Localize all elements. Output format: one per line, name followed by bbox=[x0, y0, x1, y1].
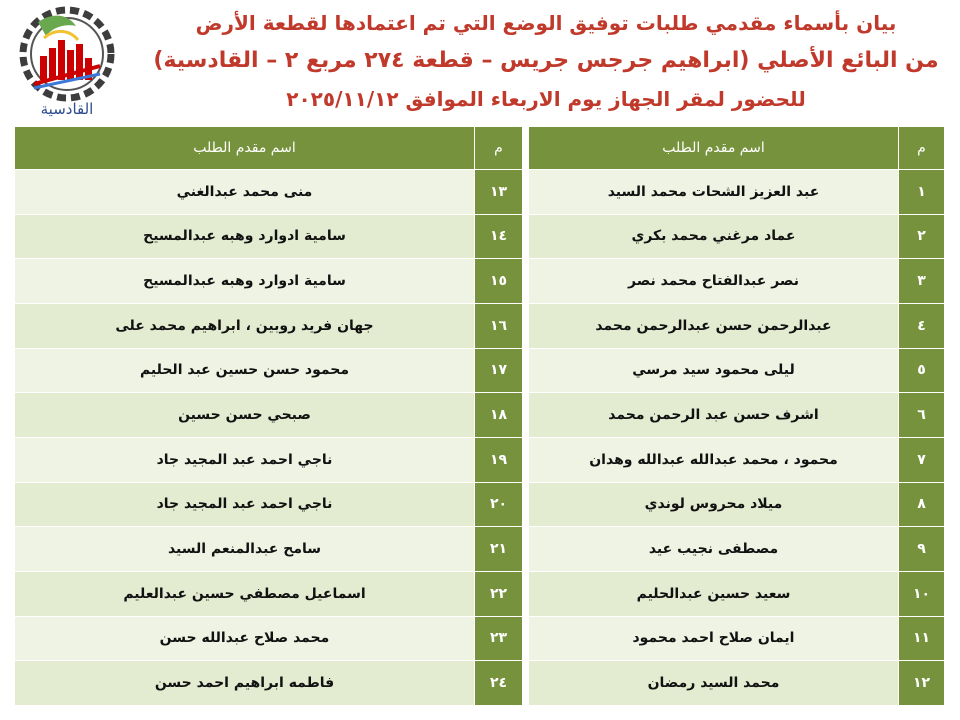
table-row bbox=[15, 661, 945, 706]
row-number: ١٠ bbox=[899, 571, 945, 616]
applicant-name: جهان فريد روبين ، ابراهيم محمد على bbox=[15, 303, 475, 348]
applicant-name: محمد السيد رمضان bbox=[529, 661, 899, 706]
column-gap bbox=[523, 348, 529, 393]
column-gap bbox=[523, 527, 529, 572]
applicant-name: سامح عبدالمنعم السيد bbox=[15, 527, 475, 572]
row-number: ٥ bbox=[899, 348, 945, 393]
applicant-name: نصر عبدالفتاح محمد نصر bbox=[529, 259, 899, 304]
row-number: ٢ bbox=[899, 214, 945, 259]
title-line-2: من البائع الأصلي (ابراهيم جرجس جريس – قطعة ٢٧٤ مربع ٢ – القادسية) bbox=[153, 48, 939, 73]
logo bbox=[8, 4, 126, 120]
header-name-left: اسم مقدم الطلب bbox=[15, 127, 475, 170]
row-number: ١٧ bbox=[475, 348, 523, 393]
column-gap bbox=[523, 259, 529, 304]
row-number: ٩ bbox=[899, 527, 945, 572]
table-header-row bbox=[15, 127, 945, 170]
document-title bbox=[140, 4, 952, 118]
table-row bbox=[15, 616, 945, 661]
applicant-name: محمد صلاح عبدالله حسن bbox=[15, 616, 475, 661]
column-gap bbox=[523, 127, 529, 170]
row-number: ١٢ bbox=[899, 661, 945, 706]
row-number: ١٦ bbox=[475, 303, 523, 348]
applicant-name: عبد العزيز الشحات محمد السيد bbox=[529, 170, 899, 215]
header-num-left: م bbox=[475, 127, 523, 170]
applicant-name: محمود حسن حسين عبد الحليم bbox=[15, 348, 475, 393]
row-number: ١٥ bbox=[475, 259, 523, 304]
applicant-name: صبحي حسن حسين bbox=[15, 393, 475, 438]
column-gap bbox=[523, 393, 529, 438]
applicant-name: سامية ادوارد وهبه عبدالمسيح bbox=[15, 214, 475, 259]
column-gap bbox=[523, 170, 529, 215]
applicant-name: عبدالرحمن حسن عبدالرحمن محمد bbox=[529, 303, 899, 348]
applicant-name: عماد مرغني محمد بكري bbox=[529, 214, 899, 259]
table-row bbox=[15, 571, 945, 616]
row-number: ٢٣ bbox=[475, 616, 523, 661]
row-number: ١٨ bbox=[475, 393, 523, 438]
applicant-name: مصطفى نجيب عيد bbox=[529, 527, 899, 572]
column-gap bbox=[523, 303, 529, 348]
applicant-name: سامية ادوارد وهبه عبدالمسيح bbox=[15, 259, 475, 304]
row-number: ٣ bbox=[899, 259, 945, 304]
table-row bbox=[15, 393, 945, 438]
applicant-name: ايمان صلاح احمد محمود bbox=[529, 616, 899, 661]
title-line-3: للحضور لمقر الجهاز يوم الاربعاء الموافق ٢٠٢٥/١١/١٢ bbox=[286, 87, 806, 111]
row-number: ١٣ bbox=[475, 170, 523, 215]
header-name-right: اسم مقدم الطلب bbox=[529, 127, 899, 170]
row-number: ١ bbox=[899, 170, 945, 215]
column-gap bbox=[523, 437, 529, 482]
applicant-name: ميلاد محروس لوندي bbox=[529, 482, 899, 527]
table-row bbox=[15, 437, 945, 482]
column-gap bbox=[523, 661, 529, 706]
table-row bbox=[15, 482, 945, 527]
row-number: ٢١ bbox=[475, 527, 523, 572]
row-number: ٢٠ bbox=[475, 482, 523, 527]
header-num-right: م bbox=[899, 127, 945, 170]
row-number: ٢٢ bbox=[475, 571, 523, 616]
column-gap bbox=[523, 482, 529, 527]
table-row bbox=[15, 259, 945, 304]
logo-caption: القادسية bbox=[40, 100, 94, 118]
table-row bbox=[15, 170, 945, 215]
table-row bbox=[15, 527, 945, 572]
table-row bbox=[15, 214, 945, 259]
applicant-name: ليلى محمود سيد مرسي bbox=[529, 348, 899, 393]
row-number: ١١ bbox=[899, 616, 945, 661]
applicant-name: اشرف حسن عبد الرحمن محمد bbox=[529, 393, 899, 438]
applicant-name: منى محمد عبدالغني bbox=[15, 170, 475, 215]
row-number: ٦ bbox=[899, 393, 945, 438]
table-row bbox=[15, 303, 945, 348]
applicant-name: ناجي احمد عبد المجيد جاد bbox=[15, 437, 475, 482]
applicant-name: ناجي احمد عبد المجيد جاد bbox=[15, 482, 475, 527]
table-row bbox=[15, 348, 945, 393]
city-emblem-icon bbox=[8, 4, 126, 104]
applicant-name: محمود ، محمد عبدالله عبدالله وهدان bbox=[529, 437, 899, 482]
column-gap bbox=[523, 616, 529, 661]
row-number: ٨ bbox=[899, 482, 945, 527]
row-number: ١٩ bbox=[475, 437, 523, 482]
column-gap bbox=[523, 214, 529, 259]
row-number: ٢٤ bbox=[475, 661, 523, 706]
applicant-name: فاطمه ابراهيم احمد حسن bbox=[15, 661, 475, 706]
row-number: ٤ bbox=[899, 303, 945, 348]
row-number: ١٤ bbox=[475, 214, 523, 259]
row-number: ٧ bbox=[899, 437, 945, 482]
column-gap bbox=[523, 571, 529, 616]
applicant-name: اسماعيل مصطفي حسين عبدالعليم bbox=[15, 571, 475, 616]
applicants-table bbox=[14, 126, 945, 706]
title-line-1: بيان بأسماء مقدمي طلبات توفيق الوضع التي تم اعتمادها لقطعة الأرض bbox=[195, 11, 897, 35]
applicant-name: سعيد حسين عبدالحليم bbox=[529, 571, 899, 616]
